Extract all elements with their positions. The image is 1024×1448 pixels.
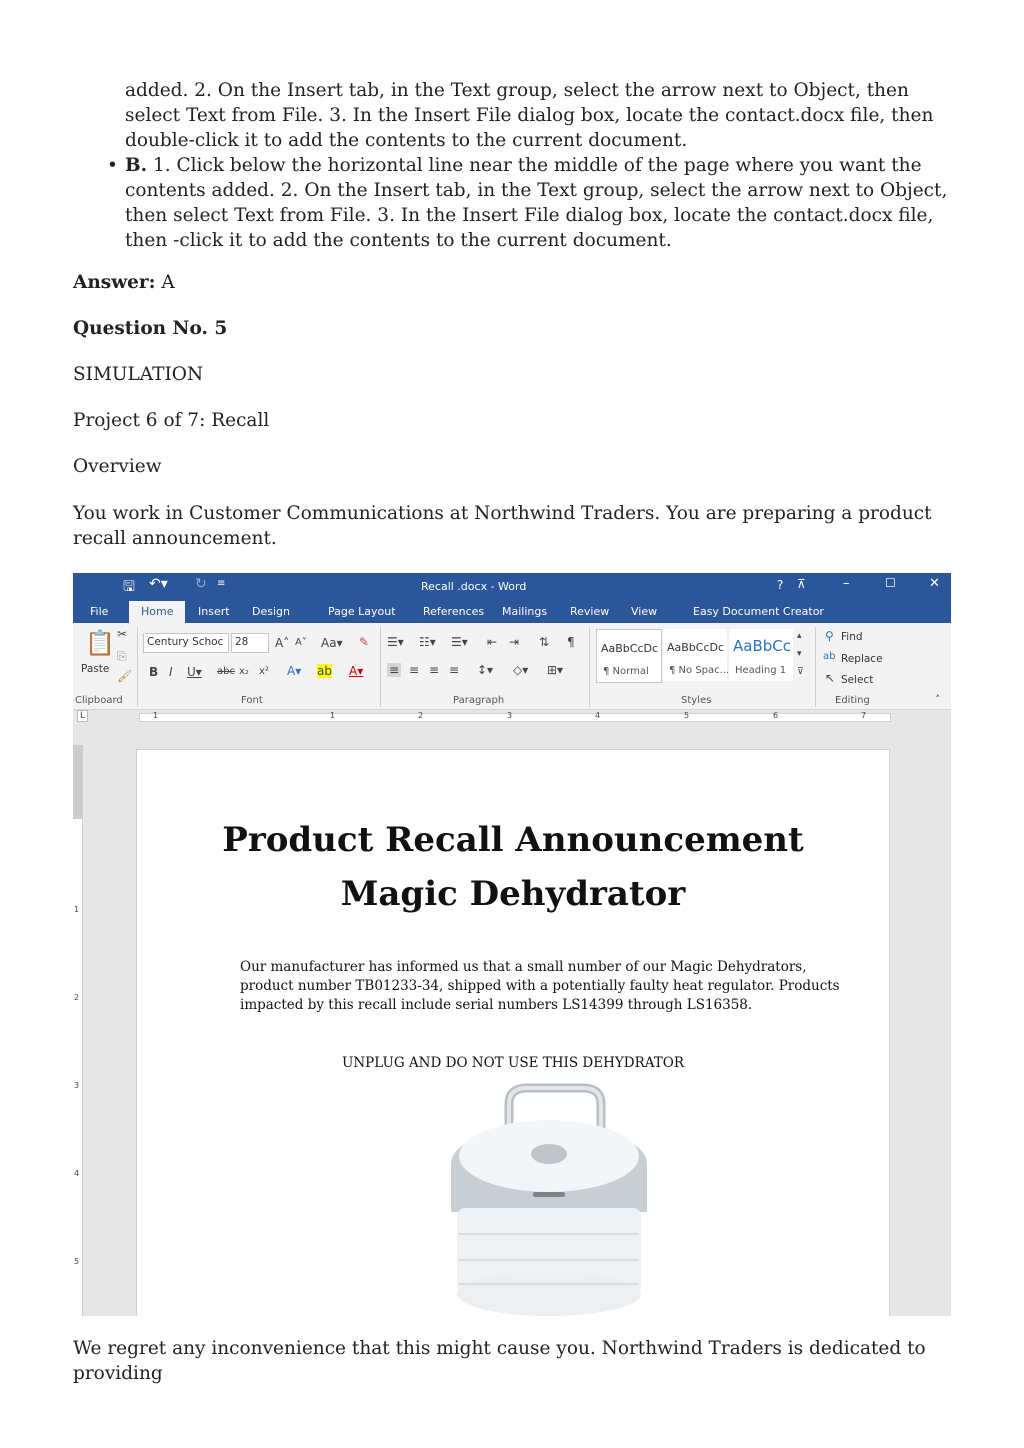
style-normal-preview: AaBbCcDc: [601, 642, 659, 655]
style-no-spacing-preview: AaBbCcDc: [667, 641, 725, 654]
shading-icon[interactable]: ◇▾: [513, 663, 529, 677]
tab-mailings[interactable]: Mailings: [502, 605, 548, 618]
clear-formatting-icon[interactable]: ✎: [359, 635, 370, 649]
vruler-number: 5: [74, 1257, 80, 1266]
copy-icon[interactable]: ⎘: [117, 649, 127, 663]
ruler-number: 1: [330, 711, 336, 720]
find-icon[interactable]: ⚲: [825, 629, 834, 643]
closing-paragraph: We regret any inconvenience that this might cause you. Northwind Traders is dedicated to providing: [73, 1338, 926, 1384]
answer-line: [73, 270, 953, 295]
font-color-icon[interactable]: A▾: [349, 664, 364, 678]
tab-selector-icon[interactable]: L: [77, 710, 88, 722]
tab-design[interactable]: Design: [252, 605, 290, 618]
page-title-2: Magic Dehydrator: [340, 874, 686, 914]
style-no-spacing[interactable]: [663, 629, 730, 681]
numbering-icon[interactable]: ☷▾: [419, 635, 436, 649]
ruler-number: 2: [418, 711, 424, 720]
vruler-number: 1: [74, 905, 80, 914]
change-case-icon[interactable]: Aa▾: [321, 636, 343, 650]
increase-indent-icon[interactable]: ⇥: [509, 635, 520, 649]
multilevel-list-icon[interactable]: ☰▾: [451, 635, 468, 649]
tab-references[interactable]: References: [423, 605, 485, 618]
font-size-box[interactable]: 28: [231, 633, 269, 653]
answer-value: A: [155, 272, 175, 293]
styles-more-icon[interactable]: ⊽: [797, 667, 804, 677]
subscript-icon[interactable]: x₂: [239, 666, 249, 677]
replace-icon[interactable]: ab: [823, 651, 836, 662]
tab-home[interactable]: Home: [129, 601, 185, 623]
close-icon[interactable]: ✕: [929, 576, 940, 591]
ruler-number: 4: [595, 711, 601, 720]
ruler-number: 3: [507, 711, 513, 720]
ruler-number: 6: [773, 711, 779, 720]
word-screenshot: [73, 573, 951, 1316]
project-label: Project 6 of 7: Recall: [73, 410, 270, 431]
ruler-number: 5: [684, 711, 690, 720]
line-spacing-icon[interactable]: ↕▾: [477, 663, 494, 677]
decrease-indent-icon[interactable]: ⇤: [487, 635, 498, 649]
replace-button[interactable]: Replace: [841, 653, 883, 665]
show-marks-icon[interactable]: ¶: [567, 635, 575, 649]
ribbon-tabs: [73, 599, 951, 623]
font-name-box[interactable]: Century Schoc: [143, 633, 229, 653]
style-heading-1[interactable]: [729, 629, 793, 681]
option-b: [125, 153, 953, 253]
option-a-tail: added. 2. On the Insert tab, in the Text group, select the arrow next to Object, then select Text from File. 3. In the Insert File dialog box, locate the contact.docx file, then double-click it to add the contents to the current document.: [125, 80, 934, 151]
styles-scroll-down-icon[interactable]: ▾: [797, 649, 802, 659]
simulation-label: SIMULATION: [73, 364, 204, 385]
text-effects-icon[interactable]: A▾: [287, 664, 302, 678]
paste-label[interactable]: Paste: [81, 663, 110, 675]
group-styles: Styles: [681, 695, 712, 706]
grow-font-icon[interactable]: A˄: [275, 636, 290, 650]
page-body: Our manufacturer has informed us that a small number of our Magic Dehydrators, product number TB01233-34, shipped with a potentially faulty heat regulator. Products impacted by this recall include serial numbers LS14399 through LS16358.: [240, 959, 840, 1013]
highlight-icon[interactable]: ab: [317, 664, 332, 678]
help-button[interactable]: ?: [777, 578, 784, 592]
justify-icon[interactable]: ≡: [449, 663, 460, 677]
align-left-icon[interactable]: ≡: [389, 663, 400, 677]
superscript-icon[interactable]: x²: [259, 666, 269, 677]
borders-icon[interactable]: ⊞▾: [547, 663, 564, 677]
strikethrough-icon[interactable]: abc: [217, 666, 235, 677]
tab-review[interactable]: Review: [570, 605, 610, 618]
style-no-spacing-name: ¶ No Spac...: [669, 665, 730, 676]
tab-insert[interactable]: Insert: [198, 605, 230, 618]
ruler-number: 7: [861, 711, 867, 720]
paste-icon[interactable]: 📋: [85, 629, 115, 657]
group-font: Font: [241, 695, 263, 706]
format-painter-icon[interactable]: 🖌: [117, 669, 133, 683]
vruler-number: 3: [74, 1081, 80, 1090]
vruler-number: 4: [74, 1169, 80, 1178]
select-button[interactable]: Select: [841, 674, 874, 686]
minimize-icon[interactable]: –: [843, 576, 850, 591]
tab-easy-document-creator[interactable]: Easy Document Creator: [693, 605, 824, 618]
answer-label: Answer:: [73, 272, 156, 293]
shrink-font-icon[interactable]: A˅: [295, 637, 307, 648]
question-heading: Question No. 5: [73, 318, 228, 339]
horizontal-ruler[interactable]: [73, 710, 951, 724]
styles-scroll-up-icon[interactable]: ▴: [797, 631, 802, 641]
vruler-number: 2: [74, 993, 80, 1002]
answer-options: [73, 78, 953, 253]
page-title-1: Product Recall Announcement: [222, 820, 804, 860]
option-b-text: 1. Click below the horizontal line near the middle of the page where you want the contents added. 2. On the Insert tab, in the Text group, select the arrow next to Object, then select Text from File. 3. In the Insert File dialog box, locate the contact.docx file, then -click it to add the contents to the current document.: [125, 155, 948, 251]
style-normal-name: ¶ Normal: [603, 666, 649, 677]
style-heading-1-name: Heading 1: [735, 665, 787, 676]
group-paragraph: Paragraph: [453, 695, 505, 706]
align-center-icon[interactable]: ≡: [409, 663, 420, 677]
redo-icon[interactable]: ↻: [195, 576, 207, 592]
intro-paragraph: You work in Customer Communications at Northwind Traders. You are preparing a product recall announcement.: [73, 503, 932, 549]
ribbon-display-icon[interactable]: ⊼: [797, 577, 806, 591]
overview-heading: Overview: [73, 456, 162, 477]
find-button[interactable]: Find: [841, 631, 863, 643]
style-heading-1-preview: AaBbCc: [733, 637, 791, 655]
select-icon[interactable]: ↖: [825, 671, 836, 685]
option-b-label: B.: [125, 155, 148, 176]
tab-file[interactable]: File: [90, 605, 109, 618]
sort-icon[interactable]: ⇅: [539, 635, 550, 649]
page-warning: UNPLUG AND DO NOT USE THIS DEHYDRATOR: [341, 1055, 684, 1071]
dehydrator-image: [449, 1082, 649, 1316]
ribbon: [73, 623, 951, 710]
maximize-icon[interactable]: ☐: [885, 576, 896, 590]
collapse-ribbon-icon[interactable]: ˄: [935, 693, 941, 706]
group-editing: Editing: [835, 695, 870, 706]
tab-page-layout[interactable]: Page Layout: [328, 605, 396, 618]
cut-icon[interactable]: ✂: [117, 627, 128, 641]
save-icon[interactable]: 🖫: [123, 579, 135, 595]
window-title: Recall .docx - Word: [421, 580, 527, 593]
vertical-ruler[interactable]: [73, 745, 83, 1316]
document-page[interactable]: [136, 749, 890, 1316]
bold-icon[interactable]: B: [149, 665, 159, 679]
customize-qat-icon[interactable]: ≡: [217, 578, 226, 589]
italic-icon[interactable]: I: [169, 665, 173, 679]
tab-view[interactable]: View: [631, 605, 658, 618]
align-right-icon[interactable]: ≡: [429, 663, 440, 677]
style-normal[interactable]: [596, 629, 662, 683]
underline-icon[interactable]: U▾: [187, 665, 202, 679]
undo-icon[interactable]: ↶▾: [149, 576, 168, 592]
title-bar: [73, 573, 951, 599]
bullets-icon[interactable]: ☰▾: [387, 635, 404, 649]
group-clipboard: Clipboard: [75, 695, 123, 706]
ruler-number: 1: [153, 711, 159, 720]
